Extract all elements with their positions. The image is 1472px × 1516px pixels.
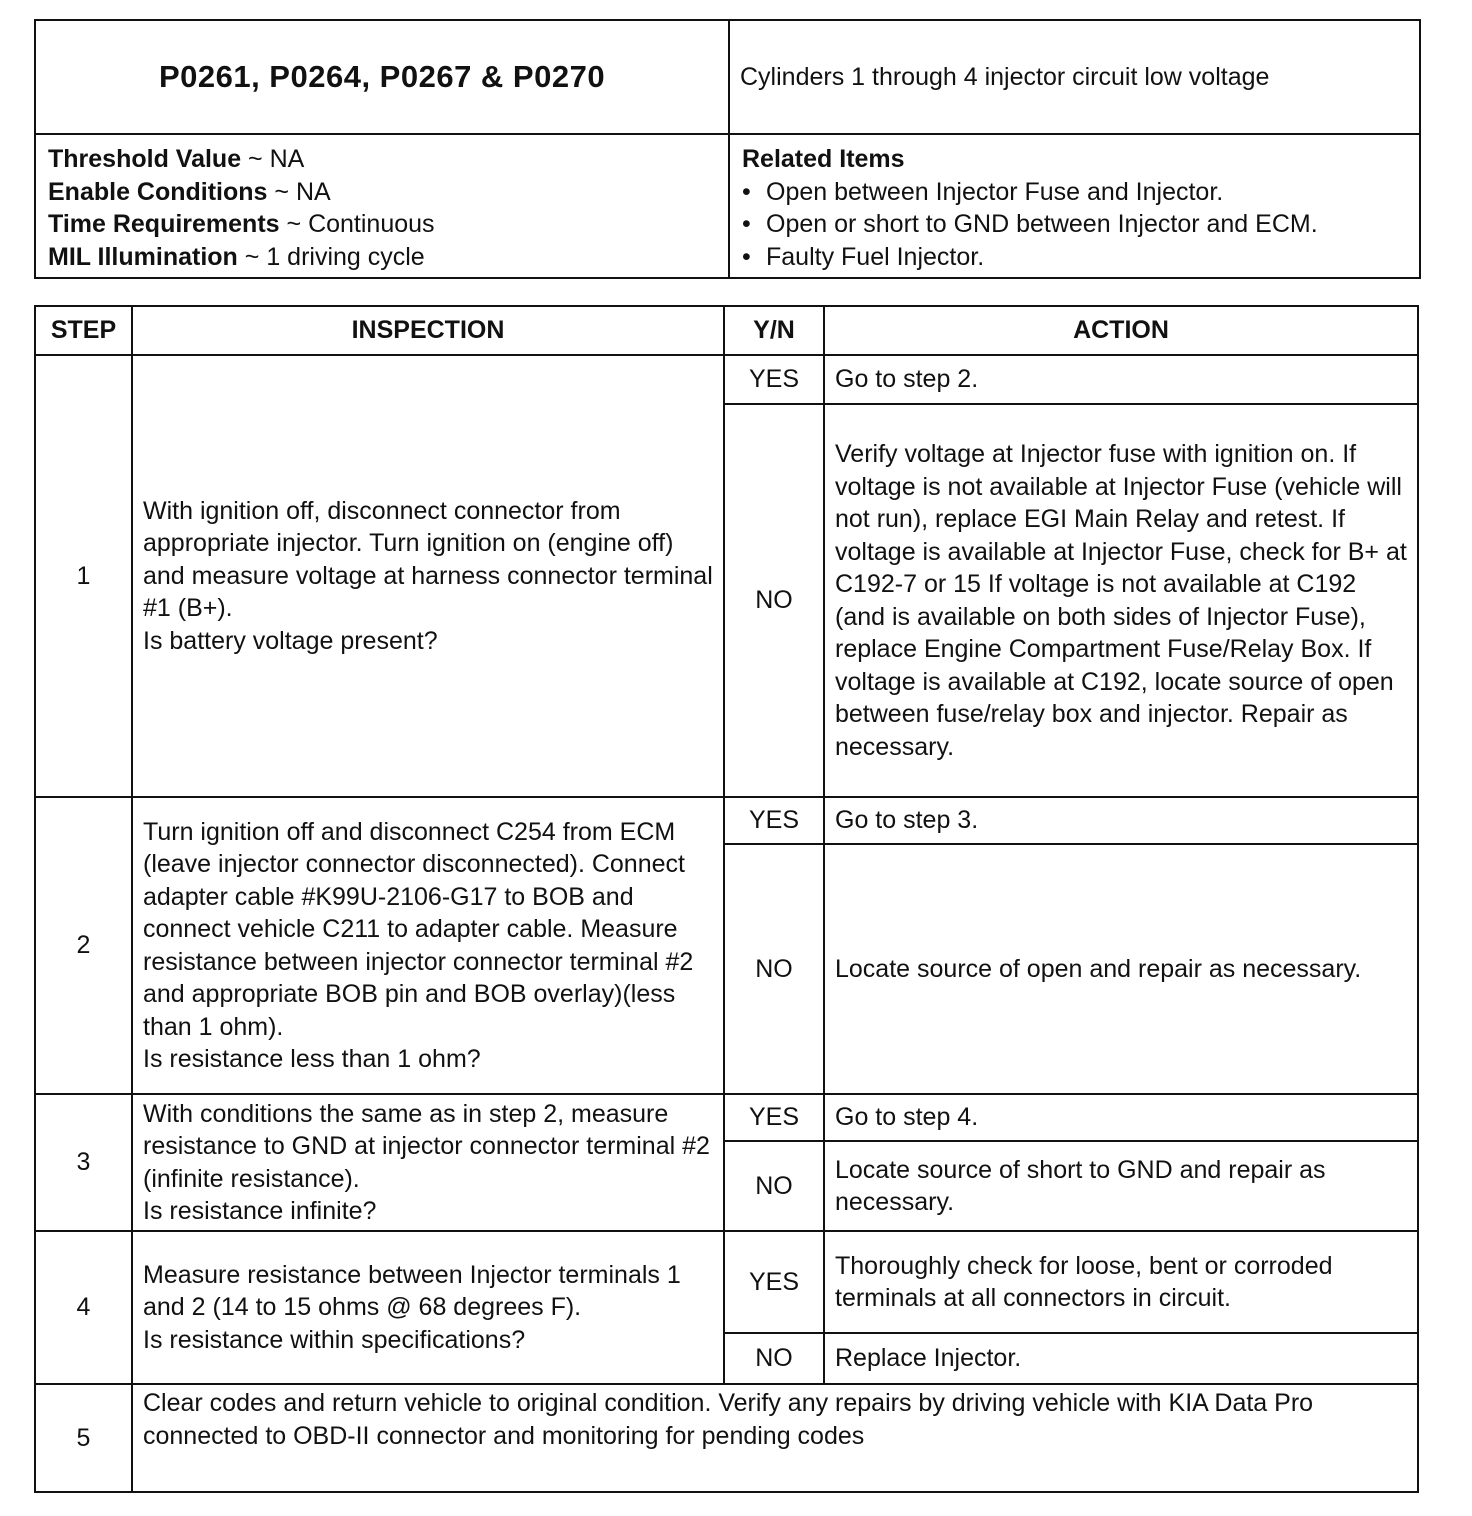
condition-value: NA (295, 177, 331, 206)
threshold-value-line (48, 143, 718, 176)
inspection-column-header: INSPECTION (132, 306, 724, 355)
condition-separator: ~ (237, 242, 267, 271)
step-column-header: STEP (35, 306, 132, 355)
action-column-header: ACTION (824, 306, 1418, 355)
enable-conditions-line (48, 176, 718, 209)
no-label: NO (724, 844, 824, 1094)
condition-label: Time Requirements (48, 210, 280, 238)
time-requirements-line (48, 208, 718, 241)
yes-action: Go to step 4. (824, 1094, 1418, 1141)
no-action: Locate source of open and repair as necessary. (824, 844, 1418, 1094)
condition-value: 1 driving cycle (266, 242, 425, 271)
condition-label: MIL Illumination (48, 242, 238, 271)
inspection-text: Measure resistance between Injector terminals 1 and 2 (14 to 15 ohms @ 68 degrees F). Is resistance within specifications? (132, 1231, 724, 1384)
inspection-text: With ignition off, disconnect connector from appropriate injector. Turn ignition on (engine off) and measure voltage at harness connector terminal #1 (B+). Is battery voltage present? (132, 355, 724, 797)
yes-label: YES (724, 797, 824, 844)
dtc-description: Cylinders 1 through 4 injector circuit low voltage (729, 20, 1420, 134)
related-items-list (742, 176, 1409, 274)
related-item: • Faulty Fuel Injector. (742, 241, 1409, 274)
dtc-details-row (35, 134, 1420, 278)
condition-label: Enable Conditions (48, 177, 268, 206)
table-row (35, 1231, 1418, 1333)
yes-label: YES (724, 1231, 824, 1333)
yes-action: Go to step 2. (824, 355, 1418, 404)
dtc-codes: P0261, P0264, P0267 & P0270 (35, 20, 729, 134)
no-action: Verify voltage at Injector fuse with ignition on. If voltage is not available at Injector Fuse (vehicle will not run), replace EGI Main Relay and retest. If voltage is available at Injector Fuse, check for B+ at C192-7 or 15 If voltage is not available at C192 (and is available on both sides of Injector Fuse), replace Engine Compartment Fuse/Relay Box. If voltage is available at C192, locate source of open between fuse/relay box and injector. Repair as necessary. (824, 404, 1418, 797)
no-label: NO (724, 1333, 824, 1384)
condition-value: NA (269, 145, 305, 173)
final-step-text: Clear codes and return vehicle to original condition. Verify any repairs by driving vehicle with KIA Data Pro connected to OBD-II connector and monitoring for pending codes (132, 1384, 1418, 1492)
condition-separator: ~ (267, 177, 296, 206)
no-label: NO (724, 1141, 824, 1231)
inspection-text: Turn ignition off and disconnect C254 from ECM (leave injector connector disconnected). Connect adapter cable #K99U-2106-G17 to BOB and connect vehicle C211 to adapter cable. Measure resistance between injector connector terminal #2 and appropriate BOB pin and BOB overlay)(less than 1 ohm). Is resistance less than 1 ohm? (132, 797, 724, 1094)
table-header-row (35, 306, 1418, 355)
dtc-header-row (35, 20, 1420, 134)
no-action: Replace Injector. (824, 1333, 1418, 1384)
condition-value: Continuous (308, 210, 435, 238)
related-items-cell (729, 134, 1420, 278)
step-number: 5 (35, 1384, 132, 1492)
yes-label: YES (724, 1094, 824, 1141)
yes-label: YES (724, 355, 824, 404)
step-number: 2 (35, 797, 132, 1094)
inspection-text: With conditions the same as in step 2, measure resistance to GND at injector connector terminal #2 (infinite resistance). Is resistance infinite? (132, 1094, 724, 1231)
condition-label: Threshold Value (48, 145, 242, 173)
step-number: 3 (35, 1094, 132, 1231)
yn-column-header: Y/N (724, 306, 824, 355)
related-items-title: Related Items (742, 145, 905, 173)
yes-action: Go to step 3. (824, 797, 1418, 844)
diagnostic-steps-table (34, 305, 1419, 1493)
table-row (35, 797, 1418, 844)
yes-action: Thoroughly check for loose, bent or corroded terminals at all connectors in circuit. (824, 1231, 1418, 1333)
conditions-cell (35, 134, 729, 278)
no-action: Locate source of short to GND and repair as necessary. (824, 1141, 1418, 1231)
related-item: • Open or short to GND between Injector and ECM. (742, 208, 1409, 241)
dtc-header-table (34, 19, 1421, 279)
condition-separator: ~ (279, 210, 309, 238)
condition-separator: ~ (241, 145, 270, 173)
table-row (35, 1384, 1418, 1492)
no-label: NO (724, 404, 824, 797)
table-row (35, 1094, 1418, 1141)
related-item: • Open between Injector Fuse and Injector. (742, 176, 1409, 209)
table-row (35, 355, 1418, 404)
step-number: 1 (35, 355, 132, 797)
mil-illumination-line (48, 241, 718, 274)
step-number: 4 (35, 1231, 132, 1384)
